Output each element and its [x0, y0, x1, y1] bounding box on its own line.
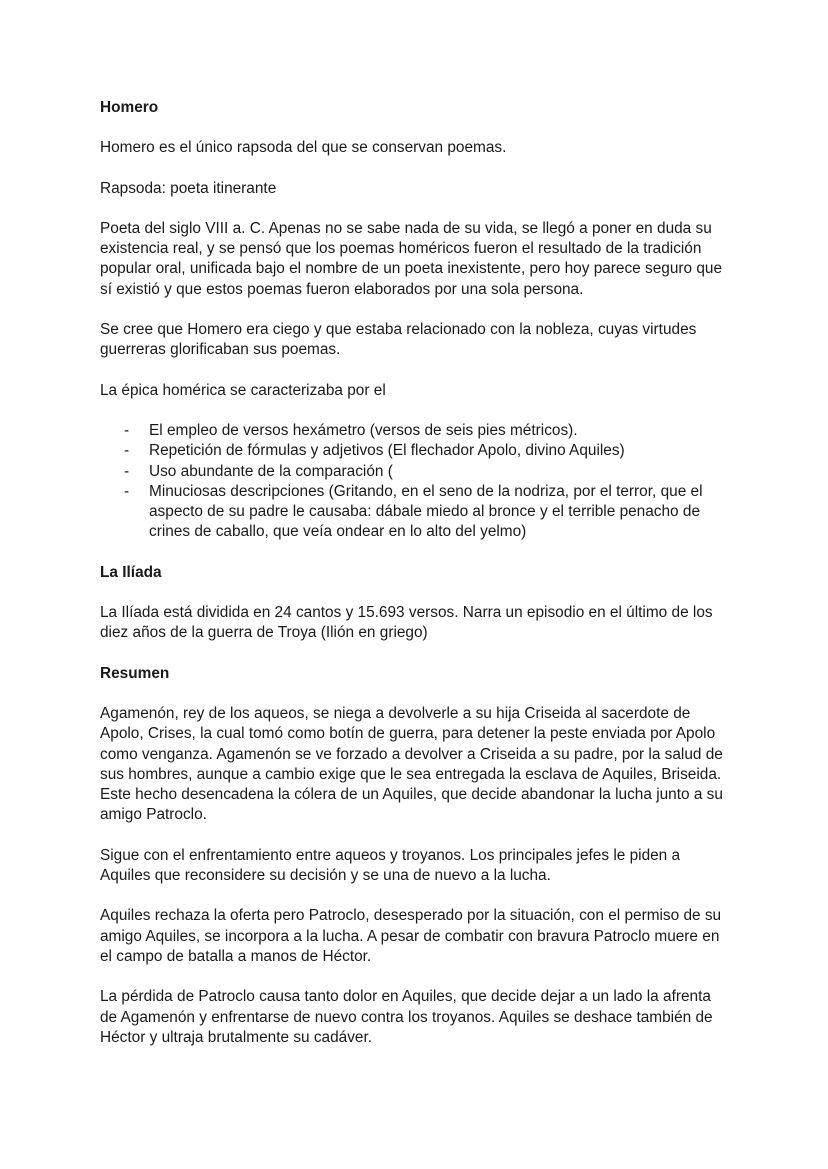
paragraph-resumen-3: Aquiles rechaza la oferta pero Patroclo, desesperado por la situación, con el permiso de su amigo Aquiles, se incorpora a la lucha. A pesar de combatir con bravura Patroclo muere en el campo de batalla a manos de Héctor. — [100, 907, 722, 965]
heading-iliada: La Ilíada — [100, 563, 162, 581]
paragraph-epica: La épica homérica se caracterizaba por el — [100, 381, 386, 399]
heading-homero: Homero — [100, 99, 159, 116]
bullet-dash: - — [124, 421, 130, 439]
paragraph-iliada: La Ilíada está dividida en 24 cantos y 15.693 versos. Narra un episodio en el último de los diez años de la guerra de Troya (Ilión en griego) — [100, 604, 713, 642]
list-item-text: Repetición de fórmulas y adjetivos (El flechador Apolo, divino Aquiles) — [149, 442, 625, 460]
paragraph-resumen-1: Agamenón, rey de los aqueos, se niega a devolverle a su hija Criseida al sacerdote de Apolo, Crises, la cual tomó como botín de guerra, para detener la peste enviada por Apolo como venganza. Agamenón se ve forzado a devolver a Criseida a su padre, por la salud de sus hombres, aunque a cambio exige que le sea entregada la esclava de Aquiles, Briseida. Este hecho desencadena la cólera de un Aquiles, que decide abandonar la lucha junto a su amigo Patroclo. — [100, 704, 723, 824]
document-page — [100, 98, 725, 1068]
list-item-text: Minuciosas descripciones (Gritando, en el seno de la nodriza, por el terror, que el aspecto de su padre le causaba: dábale miedo al bronce y el terrible penacho de crines de caballo, que veía ondear en lo alto del yelmo) — [149, 482, 703, 541]
list-item — [100, 482, 725, 543]
bullet-dash: - — [124, 462, 130, 480]
paragraph-resumen-2: Sigue con el enfrentamiento entre aqueos y troyanos. Los principales jefes le piden a Aquiles que reconsidere su decisión y se una de nuevo a la lucha. — [100, 846, 681, 885]
paragraph-ciego: Se cree que Homero era ciego y que estaba relacionado con la nobleza, cuyas virtudes guerreras glorificaban sus poemas. — [100, 321, 697, 359]
paragraph-biografia: Poeta del siglo VIII a. C. Apenas no se sabe nada de su vida, se llegó a poner en duda su existencia real, y se pensó que los poemas homéricos fueron el resultado de la tradición popular oral, unificada bajo el nombre de un poeta inexistente, pero hoy parece seguro que sí existió y que estos poemas fueron elaborados por una sola persona. — [100, 219, 723, 298]
paragraph-intro: Homero es el único rapsoda del que se conservan poemas. — [100, 139, 507, 157]
paragraph-rapsoda: Rapsoda: poeta itinerante — [100, 179, 277, 197]
bullet-dash: - — [124, 442, 130, 460]
list-item-text: El empleo de versos hexámetro (versos de seis pies métricos). — [149, 421, 578, 439]
list-item-text: Uso abundante de la comparación ( — [149, 462, 393, 480]
bullet-dash: - — [124, 482, 130, 500]
list-item — [100, 462, 725, 482]
list-item — [100, 441, 725, 461]
heading-resumen: Resumen — [100, 664, 170, 682]
paragraph-resumen-4: La pérdida de Patroclo causa tanto dolor en Aquiles, que decide dejar a un lado la afrenta de Agamenón y enfrentarse de nuevo contra los troyanos. Aquiles se deshace también de Héctor y ultraja brutalmente su cadáver. — [100, 988, 713, 1046]
epica-features-list — [100, 421, 725, 543]
list-item — [100, 421, 725, 441]
